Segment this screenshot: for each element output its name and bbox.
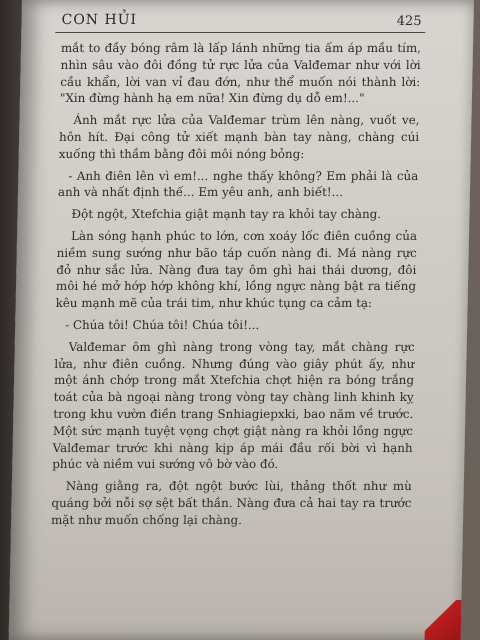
- paragraph: mắt to đầy bóng râm là lấp lánh những tia ấm áp mầu tím, nhìn sâu vào đôi đồng tử rực lửa của Valđemar như với lời cầu khẩn, lời van vỉ đau đớn, như thể muốn nói thành lời: "Xin đừng hành hạ em nữa! Xin đừng dụ dỗ em!...": [59, 41, 422, 106]
- paragraph: Nàng giằng ra, đột ngột bước lùi, thảng thốt như mù quáng bởi nỗi sợ sệt bất thần. Nàng đưa cả hai tay ra trước mặt như muốn chống lại chàng.: [50, 479, 412, 527]
- dialogue-line: - Anh điên lên vì em!... nghe thấy không? Em phải là của anh và nhất định thế... Em yêu anh, anh biết!...: [57, 168, 419, 200]
- dialogue-line: - Chúa tôi! Chúa tôi! Chúa tôi!...: [65, 317, 260, 332]
- page-number: 425: [396, 14, 422, 29]
- book-cover-corner: [425, 600, 462, 640]
- book-page: [9, 0, 474, 640]
- paragraph: Làn sóng hạnh phúc to lớn, cơn xoáy lốc điên cuồng của niềm sung sướng như bão táp cuốn nàng đi. Má nàng rực đỏ như sắc lửa. Nàng đưa tay ôm ghì hai thái dương, đôi môi hé mở hớp hớp không khí, lồng ngực nàng bật ra tiếng kêu mạnh mẽ của trái tim, như khúc tụng ca cảm tạ:: [55, 228, 418, 311]
- running-title: CON HỦI: [61, 12, 138, 28]
- page-body: [51, 40, 421, 534]
- paragraph: Ánh mắt rực lửa của Valđemar trùm lên nàng, vuốt ve, hôn hít. Đại công tử xiết mạnh bàn tay nàng, chàng cúi xuống thì thầm bằng đôi môi nóng bỏng:: [58, 113, 420, 161]
- paragraph: Đột ngột, Xtefchia giật mạnh tay ra khỏi tay chàng.: [71, 207, 382, 222]
- page-header: [61, 8, 422, 34]
- header-rule: [55, 32, 425, 33]
- paragraph: Valđemar ôm ghì nàng trong vòng tay, mắt chàng rực lửa, như điên cuồng. Nhưng đúng vào giây phút ấy, như một ánh chớp trong mắt Xtefchia chợt hiện ra bóng trắng toát của bà ngoại nàng trong vòng tay chàng linh khinh kỵ trong khu vườn điền trang Snhiagiepxki, bao năm về trước. Một sức mạnh tuyệt vọng chợt giật nàng ra khỏi lồng ngực Valđemar trước khi nàng kịp áp mái đầu rối bời vì hạnh phúc và niềm vui sướng vô bờ vào đó.: [52, 339, 415, 472]
